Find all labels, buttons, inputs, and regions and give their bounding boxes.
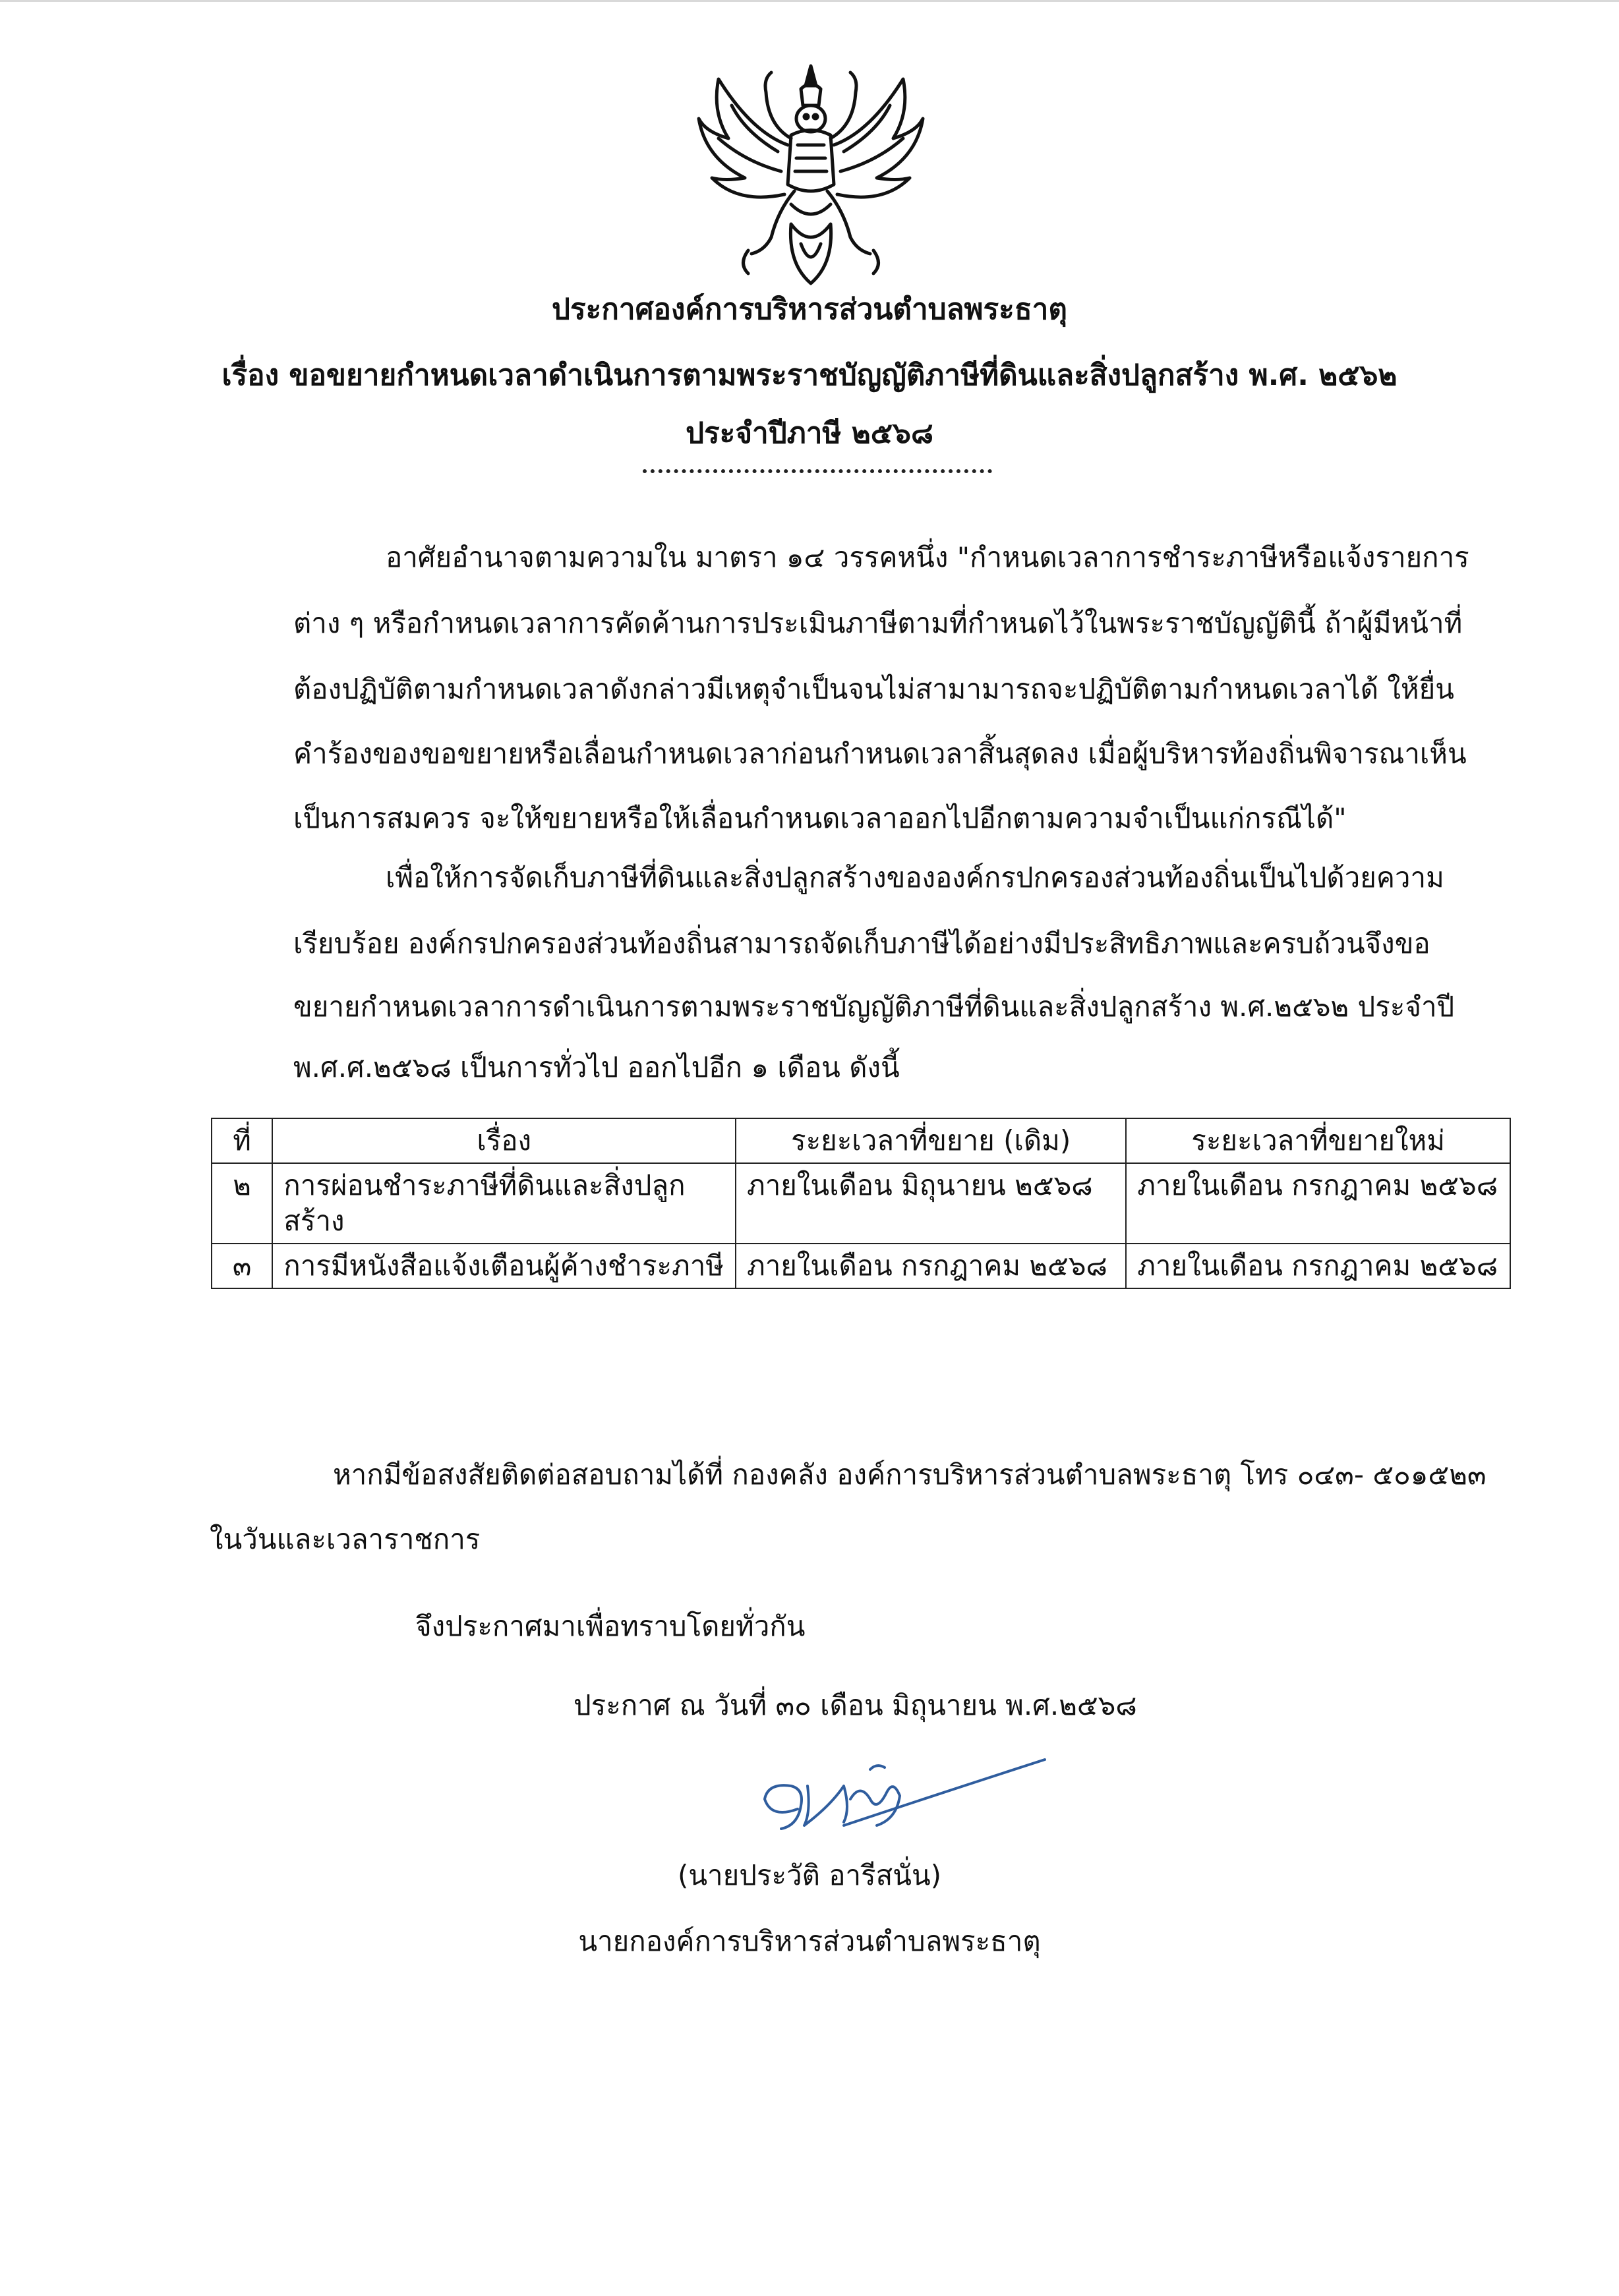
row2-original-period: ภายในเดือน กรกฎาคม ๒๕๖๘ [736,1244,1126,1288]
signer-name: (นายประวัติ อารีสนั่น) [677,1859,942,1891]
title-separator [643,469,992,473]
table-header-row [212,1118,1510,1163]
para1-line-3: ต้องปฏิบัติตามกำหนดเวลาดังกล่าวมีเหตุจำเป็นจนไม่สามามารถจะปฏิบัติตามกำหนดเวลาได้ ให้ยื่น [293,673,1454,705]
para2-line-4: พ.ศ.ศ.๒๕๖๘ เป็นการทั่วไป ออกไปอีก ๑ เดือน ดังนี้ [293,1051,900,1083]
row1-number: ๒ [212,1163,272,1244]
row2-new-period: ภายในเดือน กรกฎาคม ๒๕๖๘ [1126,1244,1510,1288]
para1-line-4: คำร้องของขอขยายหรือเลื่อนกำหนดเวลาก่อนกำหนดเวลาสิ้นสุดลง เมื่อผู้บริหารท้องถิ่นพิจารณาเห็น [293,737,1467,770]
contact-line-2: ในวันและเวลาราชการ [210,1523,481,1555]
para1-line-2: ต่าง ๆ หรือกำหนดเวลาการคัดค้านการประเมินภาษีตามที่กำหนดไว้ในพระราชบัญญัตินี้ ถ้าผู้มีหน้าที่ [293,607,1463,639]
header-new-period: ระยะเวลาที่ขยายใหม่ [1126,1118,1510,1163]
extension-table [211,1118,1511,1289]
para1-line-5: เป็นการสมควร จะให้ขยายหรือให้เลื่อนกำหนดเวลาออกไปอีกตามความจำเป็นแก่กรณีได้" [293,802,1347,834]
row2-subject: การมีหนังสือแจ้งเตือนผู้ค้างชำระภาษี [272,1244,736,1288]
document-year-line: ประจำปีภาษี ๒๕๖๘ [686,416,933,450]
para2-line-2: เรียบร้อย องค์กรปกครองส่วนท้องถิ่นสามารถจัดเก็บภาษีได้อย่างมีประสิทธิภาพและครบถ้วนจึงขอ [293,927,1430,960]
row2-number: ๓ [212,1244,272,1288]
garuda-emblem-icon [692,53,929,297]
para2-line-3: ขยายกำหนดเวลาการดำเนินการตามพระราชบัญญัติภาษีที่ดินและสิ่งปลูกสร้าง พ.ศ.๒๕๖๒ ประจำปี [293,990,1455,1023]
contact-line-1: หากมีข้อสงสัยติดต่อสอบถามได้ที่ กองคลัง องค์การบริหารส่วนตำบลพระธาตุ โทร ๐๔๓- ๕๐๑๕๒๓ [333,1458,1487,1491]
header-subject: เรื่อง [272,1118,736,1163]
table-row [212,1163,1510,1244]
announcement-date: ประกาศ ณ วันที่ ๓๐ เดือน มิถุนายน พ.ศ.๒๕๖๘ [574,1689,1137,1721]
scan-edge-line [0,0,1619,2]
handwritten-signature [745,1746,1055,1845]
closing-announce: จึงประกาศมาเพื่อทราบโดยทั่วกัน [415,1610,806,1642]
row1-new-period: ภายในเดือน กรกฎาคม ๒๕๖๘ [1126,1163,1510,1244]
row1-original-period: ภายในเดือน มิถุนายน ๒๕๖๘ [736,1163,1126,1244]
document-title: ประกาศองค์การบริหารส่วนตำบลพระธาตุ [552,293,1067,326]
header-original-period: ระยะเวลาที่ขยาย (เดิม) [736,1118,1126,1163]
para2-line-1: เพื่อให้การจัดเก็บภาษีที่ดินและสิ่งปลูกสร้างขององค์กรปกครองส่วนท้องถิ่นเป็นไปด้วยความ [386,861,1444,894]
row1-subject: การผ่อนชำระภาษีที่ดินและสิ่งปลูกสร้าง [272,1163,736,1244]
signer-position: นายกองค์การบริหารส่วนตำบลพระธาตุ [578,1925,1041,1957]
table-row [212,1244,1510,1288]
document-subject: เรื่อง ขอขยายกำหนดเวลาดำเนินการตามพระราชบัญญัติภาษีที่ดินและสิ่งปลูกสร้าง พ.ศ. ๒๕๖๒ [221,359,1398,392]
para1-line-1: อาศัยอำนาจตามความใน มาตรา ๑๔ วรรคหนึ่ง "กำหนดเวลาการชำระภาษีหรือแจ้งรายการ [386,541,1469,573]
header-number: ที่ [212,1118,272,1163]
